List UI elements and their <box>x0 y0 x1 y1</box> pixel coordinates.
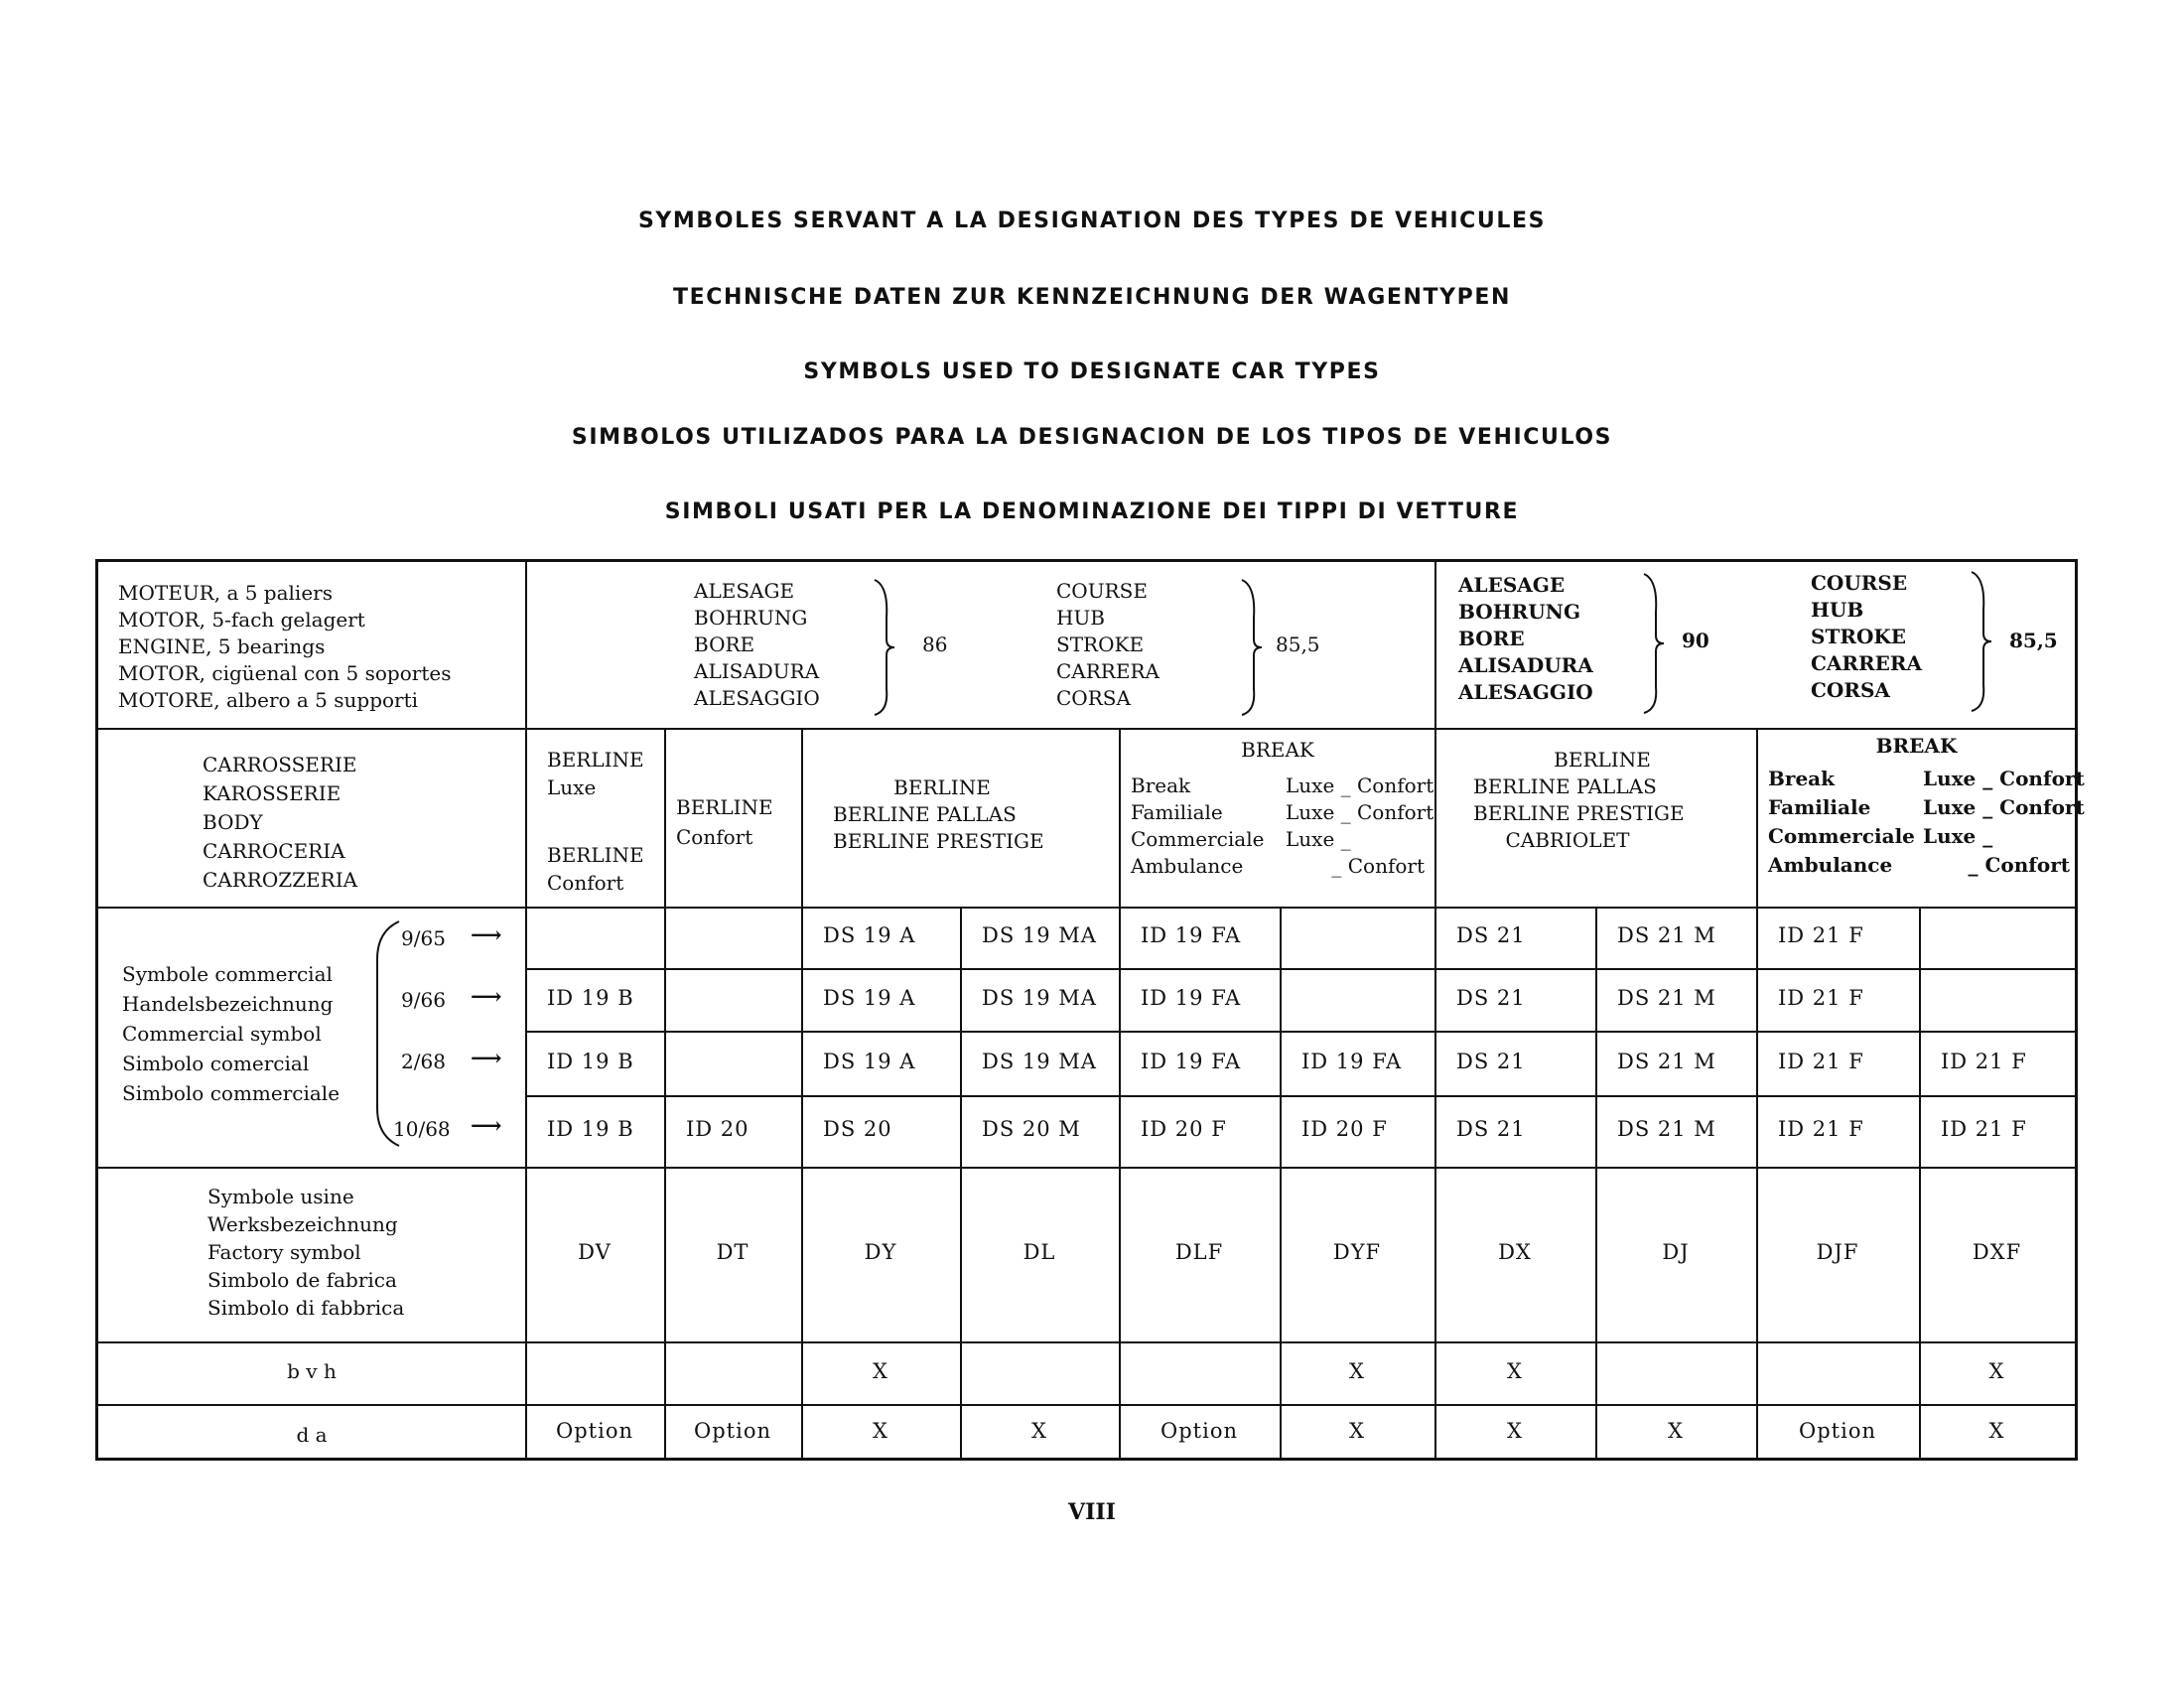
da-cell: X <box>1031 1418 1047 1443</box>
break-id-trims: Luxe _ Confort Luxe _ Confort Luxe _ _ Confort <box>1286 774 1434 878</box>
bvh-cell: X <box>1349 1358 1365 1383</box>
page-number: VIII <box>1068 1499 1116 1525</box>
factory-cell: DJ <box>1662 1240 1690 1264</box>
commercial-cell: DS 19 MA <box>982 985 1097 1010</box>
brace-icon <box>1642 572 1666 715</box>
arrow-right-icon: ⟶ <box>471 922 502 948</box>
commercial-cell: DS 19 A <box>823 1049 916 1073</box>
da-cell: X <box>1988 1418 2005 1443</box>
da-cell: X <box>1349 1418 1365 1443</box>
title-fr: SYMBOLES SERVANT A LA DESIGNATION DES TYPES DE VEHICULES <box>637 209 1547 233</box>
bvh-cell: X <box>1988 1358 2005 1383</box>
da-cell: Option <box>1799 1418 1876 1443</box>
ds21-bore-labels: ALESAGE BOHRUNG BORE ALISADURA ALESAGGIO <box>1458 573 1593 704</box>
factory-cell: DYF <box>1332 1240 1382 1264</box>
id19-bore-value: 86 <box>922 633 948 656</box>
ds21-stroke-labels: COURSE HUB STROKE CARRERA CORSA <box>1811 571 1923 702</box>
break-ds-types: Break Familiale Commerciale Ambulance <box>1768 767 1915 877</box>
body-col1-luxe: Luxe <box>547 775 597 799</box>
title-en: SYMBOLS USED TO DESIGNATE CAR TYPES <box>803 359 1381 384</box>
commercial-cell: ID 21 F <box>1778 923 1864 947</box>
commercial-cell: DS 20 M <box>982 1117 1081 1141</box>
brace-icon <box>873 578 896 717</box>
da-label: d a <box>296 1423 328 1447</box>
col-rule-3 <box>1119 728 1121 1458</box>
id19-stroke-value: 85,5 <box>1276 633 1320 656</box>
divider-commercial <box>98 1167 2075 1169</box>
body-col1-berline-2: BERLINE <box>547 843 644 867</box>
commercial-cell: DS 21 M <box>1617 985 1716 1010</box>
commercial-cell: ID 19 FA <box>1141 985 1242 1010</box>
factory-cell: DY <box>864 1240 897 1264</box>
da-cell: Option <box>556 1418 633 1443</box>
col-rule-3a <box>960 907 962 1458</box>
date-9-66: 9/66 <box>401 988 446 1012</box>
vehicle-type-table <box>95 559 2085 1461</box>
id19-stroke-labels: COURSE HUB STROKE CARRERA CORSA <box>1056 579 1160 710</box>
ds21-bore-value: 90 <box>1682 629 1709 652</box>
bracket-icon <box>371 919 401 1148</box>
commercial-cell: ID 21 F <box>1778 985 1864 1010</box>
row-rule-3 <box>525 1095 2075 1097</box>
col-rule-2 <box>801 728 803 1458</box>
row-rule-1 <box>525 968 2075 970</box>
divider-engine <box>98 728 2075 730</box>
factory-cell: DLF <box>1174 1240 1224 1264</box>
commercial-cell: DS 19 MA <box>982 1049 1097 1073</box>
title-de: TECHNISCHE DATEN ZUR KENNZEICHNUNG DER WAGENTYPEN <box>672 285 1511 310</box>
body-col1-berline: BERLINE <box>547 748 644 772</box>
body-col1-confort: Confort <box>547 871 624 895</box>
factory-cell: DL <box>1023 1240 1056 1264</box>
commercial-cell: DS 19 A <box>823 923 916 947</box>
commercial-cell: DS 20 <box>823 1117 892 1141</box>
commercial-cell: DS 21 <box>1456 923 1526 947</box>
commercial-cell: DS 21 <box>1456 1049 1526 1073</box>
break-id-title: BREAK <box>1241 738 1314 762</box>
commercial-cell: ID 20 F <box>1141 1117 1227 1141</box>
factory-cell: DXF <box>1972 1240 2022 1264</box>
da-cell: Option <box>694 1418 771 1443</box>
divider-bvh <box>98 1404 2075 1406</box>
da-cell: X <box>1668 1418 1684 1443</box>
body-labels: CARROSSERIE KAROSSERIE BODY CARROCERIA CARROZZERIA <box>203 753 358 892</box>
commercial-cell: DS 21 M <box>1617 1049 1716 1073</box>
col-rule-5 <box>1756 728 1758 1458</box>
commercial-cell: DS 21 <box>1456 985 1526 1010</box>
commercial-cell: ID 19 B <box>547 985 634 1010</box>
factory-cell: DJF <box>1816 1240 1859 1264</box>
body-col5-labels: BERLINE BERLINE PALLAS BERLINE PRESTIGE CABRIOLET <box>1473 748 1685 852</box>
col-rule-label <box>525 562 527 1458</box>
commercial-cell: DS 21 <box>1456 1117 1526 1141</box>
col-rule-1 <box>664 728 666 1458</box>
col-rule-engine-split <box>1434 562 1436 1458</box>
brace-icon <box>1240 578 1264 717</box>
factory-cell: DT <box>716 1240 750 1264</box>
body-col2-confort: Confort <box>676 825 753 849</box>
commercial-cell: ID 20 F <box>1301 1117 1388 1141</box>
date-9-65: 9/65 <box>401 926 446 950</box>
commercial-labels: Symbole commercial Handelsbezeichnung Commercial symbol Simbolo comercial Simbolo commerciale <box>122 962 341 1105</box>
da-cell: Option <box>1160 1418 1238 1443</box>
col-rule-5a <box>1595 907 1597 1458</box>
factory-cell: DX <box>1498 1240 1532 1264</box>
row-rule-2 <box>525 1031 2075 1033</box>
commercial-cell: ID 21 F <box>1778 1049 1864 1073</box>
commercial-cell: DS 19 A <box>823 985 916 1010</box>
brace-icon <box>1970 570 1993 713</box>
commercial-cell: ID 21 F <box>1941 1117 2027 1141</box>
ds21-stroke-value: 85,5 <box>2009 629 2058 652</box>
id19-bore-labels: ALESAGE BOHRUNG BORE ALISADURA ALESAGGIO <box>694 579 820 710</box>
da-cell: X <box>873 1418 888 1443</box>
commercial-cell: ID 19 FA <box>1141 923 1242 947</box>
factory-cell: DV <box>578 1240 612 1264</box>
body-col2-berline: BERLINE <box>676 795 773 819</box>
title-es: SIMBOLOS UTILIZADOS PARA LA DESIGNACION DE LOS TIPOS DE VEHICULOS <box>571 425 1613 450</box>
arrow-right-icon: ⟶ <box>471 1113 502 1139</box>
commercial-cell: ID 21 F <box>1941 1049 2027 1073</box>
commercial-cell: ID 19 FA <box>1301 1049 1403 1073</box>
commercial-cell: ID 19 B <box>547 1117 634 1141</box>
factory-labels: Symbole usine Werksbezeichnung Factory symbol Simbolo de fabrica Simbolo di fabbrica <box>207 1185 405 1320</box>
date-2-68: 2/68 <box>401 1050 446 1073</box>
commercial-cell: DS 21 M <box>1617 923 1716 947</box>
break-ds-title: BREAK <box>1875 734 1958 758</box>
commercial-cell: ID 20 <box>686 1117 750 1141</box>
title-it: SIMBOLI USATI PER LA DENOMINAZIONE DEI TIPPI DI VETTURE <box>664 499 1520 524</box>
bvh-cell: X <box>873 1358 888 1383</box>
break-ds-trims: Luxe _ Confort Luxe _ Confort Luxe _ _ Confort <box>1923 767 2085 877</box>
commercial-cell: DS 21 M <box>1617 1117 1716 1141</box>
divider-body <box>98 907 2075 909</box>
date-10-68: 10/68 <box>393 1117 451 1141</box>
engine-labels: MOTEUR, a 5 paliers MOTOR, 5-fach gelagert ENGINE, 5 bearings MOTOR, cigüenal con 5 soportes MOTORE, albero a 5 supporti <box>118 581 452 712</box>
arrow-right-icon: ⟶ <box>471 984 502 1010</box>
commercial-cell: ID 19 B <box>547 1049 634 1073</box>
bvh-cell: X <box>1507 1358 1523 1383</box>
divider-factory <box>98 1341 2075 1343</box>
body-col3-labels: BERLINE BERLINE PALLAS BERLINE PRESTIGE <box>833 775 1044 853</box>
commercial-cell: ID 21 F <box>1778 1117 1864 1141</box>
commercial-cell: DS 19 MA <box>982 923 1097 947</box>
break-id-types: Break Familiale Commerciale Ambulance <box>1131 774 1265 878</box>
bvh-label: b v h <box>287 1359 337 1383</box>
commercial-cell: ID 19 FA <box>1141 1049 1242 1073</box>
arrow-right-icon: ⟶ <box>471 1046 502 1071</box>
da-cell: X <box>1507 1418 1523 1443</box>
